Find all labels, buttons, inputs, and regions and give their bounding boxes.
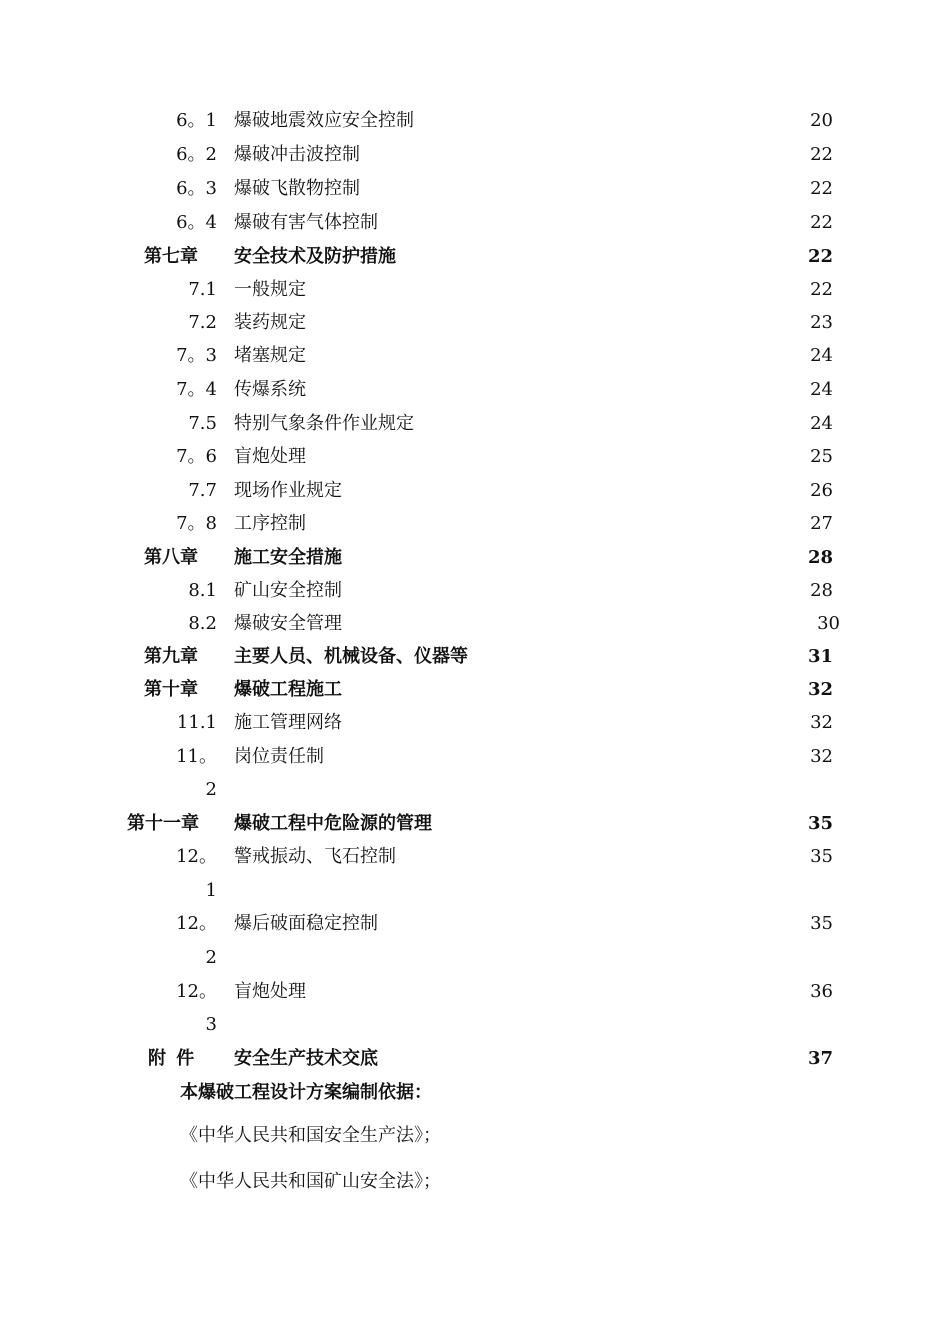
toc-entry-number: 11。 bbox=[176, 746, 217, 767]
toc-chapter-title: 爆破工程施工 bbox=[234, 679, 342, 700]
toc-entry-number: 12。 bbox=[176, 913, 217, 934]
toc-entry-page: 35 bbox=[810, 913, 833, 934]
toc-entry[interactable] bbox=[0, 708, 950, 738]
toc-entry-number: 7。6 bbox=[176, 446, 217, 467]
toc-entry-number: 12。 bbox=[176, 981, 217, 1002]
toc-entry-page: 28 bbox=[810, 580, 833, 601]
toc-entry-number: 6。4 bbox=[176, 212, 217, 233]
law-reference: 《中华人民共和国安全生产法》； bbox=[180, 1125, 441, 1146]
toc-entry-page: 32 bbox=[810, 712, 833, 733]
toc-entry[interactable] bbox=[0, 341, 950, 371]
toc-chapter-page: 32 bbox=[807, 679, 833, 700]
toc-entry-number-continuation bbox=[0, 876, 950, 906]
toc-entry[interactable] bbox=[0, 977, 950, 1007]
toc-chapter-number: 附 件 bbox=[148, 1048, 197, 1069]
toc-entry-number-suffix: 3 bbox=[205, 1014, 217, 1035]
toc-entry-page: 20 bbox=[810, 110, 833, 131]
toc-entry-page: 35 bbox=[810, 846, 833, 867]
toc-chapter-number: 第十一章 bbox=[127, 813, 199, 834]
toc-entry-number: 7。8 bbox=[176, 513, 217, 534]
toc-entry-page: 22 bbox=[810, 144, 833, 165]
toc-entry-title: 施工管理网络 bbox=[234, 712, 342, 733]
toc-entry-number: 8.2 bbox=[188, 613, 217, 634]
toc-entry-number: 12。 bbox=[176, 846, 217, 867]
toc-entry-title: 爆破地震效应安全控制 bbox=[234, 110, 414, 131]
toc-entry-title: 警戒振动、飞石控制 bbox=[234, 846, 396, 867]
toc-entry[interactable] bbox=[0, 208, 950, 238]
toc-entry-number-suffix: 2 bbox=[205, 779, 217, 800]
toc-entry-number-suffix: 2 bbox=[205, 947, 217, 968]
toc-entry-title: 一般规定 bbox=[234, 279, 306, 300]
toc-entry[interactable] bbox=[0, 375, 950, 405]
toc-entry-number-suffix: 1 bbox=[205, 880, 217, 901]
toc-chapter-title: 爆破工程中危险源的管理 bbox=[234, 813, 432, 834]
toc-entry[interactable] bbox=[0, 476, 950, 506]
toc-entry-page: 24 bbox=[810, 413, 833, 434]
toc-chapter-page: 37 bbox=[807, 1048, 833, 1069]
toc-chapter-title: 安全生产技术交底 bbox=[234, 1048, 378, 1069]
toc-entry[interactable] bbox=[0, 308, 950, 338]
toc-entry-title: 岗位责任制 bbox=[234, 746, 324, 767]
toc-chapter[interactable] bbox=[0, 1044, 950, 1074]
toc-entry[interactable] bbox=[0, 140, 950, 170]
toc-chapter-page: 35 bbox=[807, 813, 833, 834]
toc-entry-number-continuation bbox=[0, 1010, 950, 1040]
toc-entry-number: 7.7 bbox=[188, 480, 217, 501]
toc-entry-title: 装药规定 bbox=[234, 312, 306, 333]
toc-entry-number: 7.5 bbox=[188, 413, 217, 434]
toc-entry-title: 爆破飞散物控制 bbox=[234, 178, 360, 199]
toc-chapter-title: 安全技术及防护措施 bbox=[234, 246, 396, 267]
toc-entry-page: 22 bbox=[810, 178, 833, 199]
toc-entry-number: 7.2 bbox=[188, 312, 217, 333]
toc-entry-title: 现场作业规定 bbox=[234, 480, 342, 501]
toc-entry-title: 盲炮处理 bbox=[234, 446, 306, 467]
toc-chapter-number: 第十章 bbox=[144, 679, 198, 700]
toc-entry-number: 7.1 bbox=[188, 279, 217, 300]
toc-entry-page: 23 bbox=[810, 312, 833, 333]
toc-entry-number: 7。3 bbox=[176, 345, 217, 366]
toc-entry-number: 6。3 bbox=[176, 178, 217, 199]
basis-heading: 本爆破工程设计方案编制依据： bbox=[180, 1082, 432, 1103]
toc-entry[interactable] bbox=[0, 409, 950, 439]
toc-entry[interactable] bbox=[0, 106, 950, 136]
toc-entry-number-continuation bbox=[0, 943, 950, 973]
toc-entry-title: 工序控制 bbox=[234, 513, 306, 534]
toc-entry-number: 6。1 bbox=[176, 110, 217, 131]
toc-entry[interactable] bbox=[0, 842, 950, 872]
toc-chapter-page: 31 bbox=[807, 646, 833, 667]
toc-chapter-number: 第九章 bbox=[144, 646, 198, 667]
toc-entry[interactable] bbox=[0, 909, 950, 939]
toc-entry-title: 堵塞规定 bbox=[234, 345, 306, 366]
toc-entry-number: 8.1 bbox=[188, 580, 217, 601]
toc-entry[interactable] bbox=[0, 576, 950, 606]
toc-chapter-number: 第七章 bbox=[144, 246, 198, 267]
toc-chapter[interactable] bbox=[0, 543, 950, 573]
toc-entry-number: 6。2 bbox=[176, 144, 217, 165]
toc-entry-page: 25 bbox=[810, 446, 833, 467]
toc-chapter-title: 主要人员、机械设备、仪器等 bbox=[234, 646, 468, 667]
toc-entry-number: 11.1 bbox=[176, 712, 217, 733]
toc-chapter[interactable] bbox=[0, 642, 950, 672]
toc-entry-page: 30 bbox=[817, 613, 840, 634]
toc-entry-page: 32 bbox=[810, 746, 833, 767]
toc-entry-page: 24 bbox=[810, 379, 833, 400]
toc-entry-title: 爆破安全管理 bbox=[234, 613, 342, 634]
toc-entry[interactable] bbox=[0, 742, 950, 772]
toc-entry-page: 22 bbox=[810, 212, 833, 233]
toc-entry-title: 爆后破面稳定控制 bbox=[234, 913, 378, 934]
toc-entry-title: 矿山安全控制 bbox=[234, 580, 342, 601]
toc-entry-title: 爆破有害气体控制 bbox=[234, 212, 378, 233]
toc-entry-page: 22 bbox=[810, 279, 833, 300]
toc-entry-title: 爆破冲击波控制 bbox=[234, 144, 360, 165]
toc-chapter-number: 第八章 bbox=[144, 547, 198, 568]
toc-entry-page: 26 bbox=[810, 480, 833, 501]
toc-entry-page: 36 bbox=[810, 981, 833, 1002]
toc-entry[interactable] bbox=[0, 509, 950, 539]
toc-entry-title: 特别气象条件作业规定 bbox=[234, 413, 414, 434]
toc-chapter[interactable] bbox=[0, 809, 950, 839]
law-reference: 《中华人民共和国矿山安全法》； bbox=[180, 1171, 441, 1192]
toc-chapter[interactable] bbox=[0, 675, 950, 705]
toc-chapter-page: 28 bbox=[807, 547, 833, 568]
toc-entry-number-continuation bbox=[0, 775, 950, 805]
toc-entry-page: 24 bbox=[810, 345, 833, 366]
toc-entry[interactable] bbox=[0, 442, 950, 472]
toc-chapter-title: 施工安全措施 bbox=[234, 547, 342, 568]
toc-entry[interactable] bbox=[0, 174, 950, 204]
toc-chapter[interactable] bbox=[0, 242, 950, 272]
toc-entry-page: 27 bbox=[810, 513, 833, 534]
toc-entry-number: 7。4 bbox=[176, 379, 217, 400]
toc-entry[interactable] bbox=[0, 275, 950, 305]
toc-entry-title: 传爆系统 bbox=[234, 379, 306, 400]
toc-entry[interactable] bbox=[0, 609, 950, 639]
toc-entry-title: 盲炮处理 bbox=[234, 981, 306, 1002]
toc-chapter-page: 22 bbox=[807, 246, 833, 267]
